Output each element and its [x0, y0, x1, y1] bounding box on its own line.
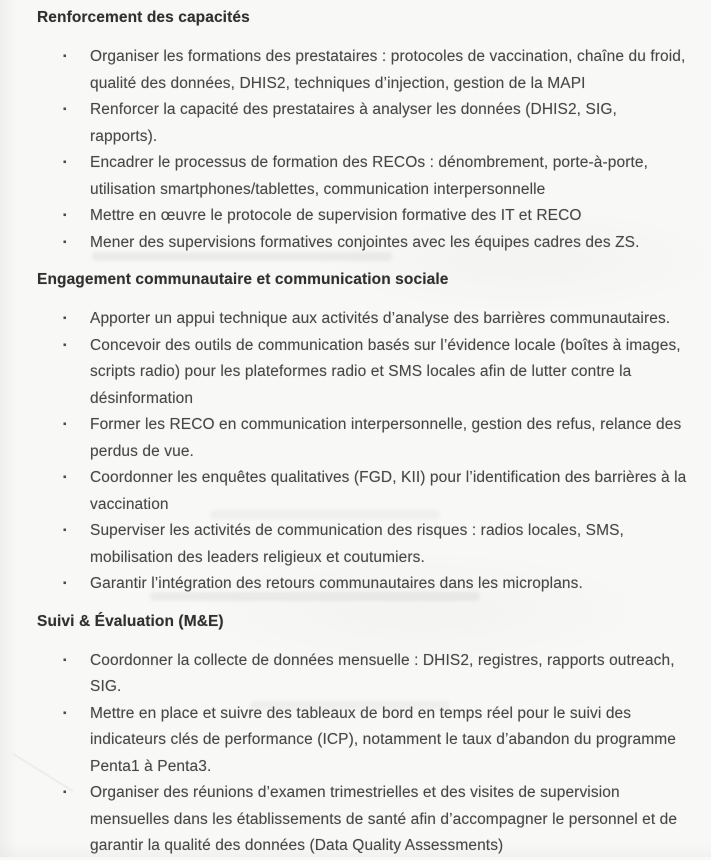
list-item	[63, 44, 699, 97]
section-heading: Suivi & Évaluation (M&E)	[37, 612, 224, 630]
list-item-text: Garantir l’intégration des retours communautaires dans les microplans.	[90, 575, 583, 592]
bullet-square-icon: ▪	[63, 654, 67, 666]
list-item	[63, 518, 699, 571]
document-section	[37, 8, 699, 256]
list-item	[63, 648, 699, 701]
list-item	[63, 780, 699, 860]
list-item	[63, 203, 699, 230]
bullet-square-icon: ▪	[63, 419, 67, 430]
list-item	[63, 465, 699, 518]
list-item-text: Mettre en place et suivre des tableaux de bord en temps réel pour le suivi des indicateurs clés de performance (ICP), notamment le taux d’abandon du programme Penta1 à Penta3.	[90, 704, 677, 775]
list-item-text: Mettre en œuvre le protocole de supervision formative des IT et RECO	[90, 207, 582, 224]
document-section	[37, 270, 699, 598]
bullet-list	[37, 44, 699, 256]
bullet-square-icon: ▪	[63, 339, 67, 351]
bullet-square-icon: ▪	[63, 525, 67, 536]
document-section	[37, 612, 699, 860]
list-item-text: Apporter un appui technique aux activités d’analyse des barrières communautaires.	[90, 310, 671, 327]
bullet-square-icon: ▪	[63, 578, 67, 589]
list-item-text: Coordonner les enquêtes qualitatives (FGD, KII) pour l’identification des barrières à la vaccination	[90, 469, 687, 513]
list-item-text: Former les RECO en communication interpersonnelle, gestion des refus, relance des perdus de vue.	[90, 416, 682, 460]
list-item-text: Concevoir des outils de communication basés sur l’évidence locale (boîtes à images, scripts radio) pour les plateformes radio et SMS locales afin de lutter contre la désinformation	[90, 336, 681, 407]
section-heading: Engagement communautaire et communication sociale	[37, 271, 449, 288]
list-item-text: Renforcer la capacité des prestataires à analyser les données (DHIS2, SIG, rapports).	[90, 101, 617, 145]
bullet-square-icon: ▪	[63, 707, 67, 719]
list-item-text: Coordonner la collecte de données mensuelle : DHIS2, registres, rapports outreach, SIG.	[90, 651, 675, 695]
list-item	[63, 230, 699, 257]
list-item	[63, 412, 699, 465]
list-item	[63, 97, 699, 150]
list-item-text: Organiser les formations des prestataires : protocoles de vaccination, chaîne du froid, qualité des données, DHIS2, techniques d’injection, gestion de la MAPI	[90, 48, 686, 92]
section-heading: Renforcement des capacités	[37, 9, 250, 26]
list-item-text: Superviser les activités de communication des risques : radios locales, SMS, mobilisation des leaders religieux et coutumiers.	[90, 522, 624, 566]
bullet-list	[37, 648, 699, 860]
bullet-square-icon: ▪	[63, 787, 67, 798]
bullet-square-icon: ▪	[63, 236, 67, 248]
list-item	[63, 701, 699, 781]
bullet-square-icon: ▪	[63, 157, 67, 168]
list-item	[63, 306, 699, 333]
bullet-square-icon: ▪	[63, 210, 67, 221]
bullet-square-icon: ▪	[63, 472, 67, 483]
list-item-text: Encadrer le processus de formation des RECOs : dénombrement, porte-à-porte, utilisation smartphones/tablettes, communication interpersonnelle	[90, 154, 649, 198]
bullet-square-icon: ▪	[63, 313, 67, 324]
list-item	[63, 571, 699, 598]
bullet-square-icon: ▪	[63, 51, 67, 62]
list-item-text: Mener des supervisions formatives conjointes avec les équipes cadres des ZS.	[90, 233, 640, 251]
list-item	[63, 333, 699, 413]
bullet-list	[37, 306, 699, 598]
list-item-text: Organiser des réunions d’examen trimestrielles et des visites de supervision mensuelles dans les établissements de santé afin d’accompagner le personnel et de garantir la qualité des données (Data Quality Assessments)	[90, 784, 678, 854]
bullet-square-icon: ▪	[63, 104, 67, 115]
document-content	[37, 8, 699, 860]
list-item	[63, 150, 699, 203]
